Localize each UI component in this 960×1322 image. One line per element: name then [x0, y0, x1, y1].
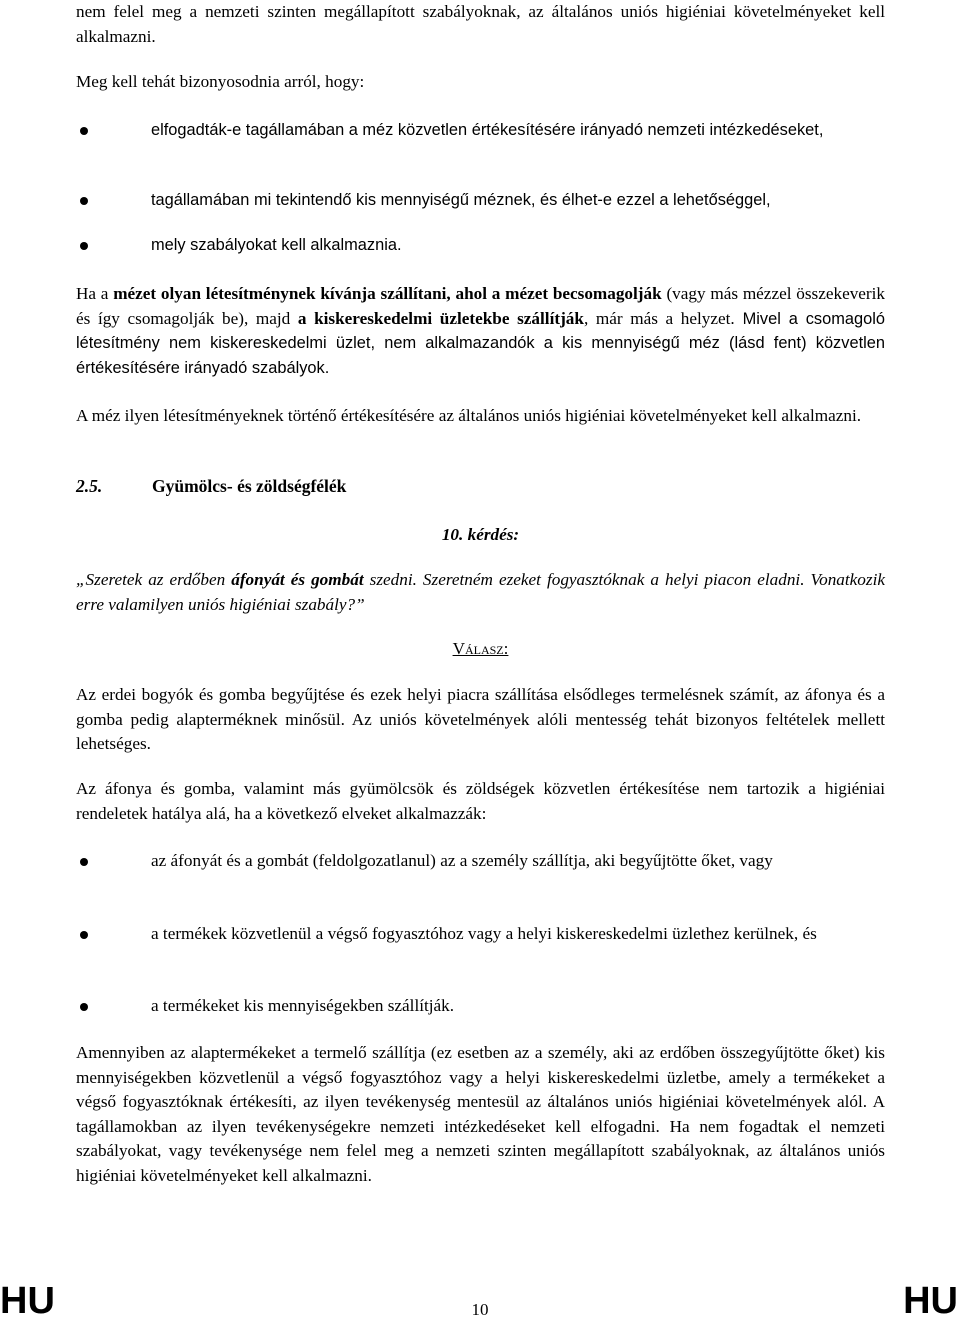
answer-label [76, 637, 885, 662]
footer-language-code-right: HU [903, 1280, 958, 1322]
list-item-text: a termékek közvetlenül a végső fogyasztóhoz vagy a helyi kiskereskedelmi üzlethez kerülnek, és [151, 924, 817, 943]
text-run: (vagy más mézzel összekeverik és így csomagolják be), majd [76, 284, 886, 328]
paragraph-establishments: A méz ilyen létesítményeknek történő értékesítésére az általános uniós higiéniai követelményeket kell alkalmazni. [76, 406, 862, 425]
emphasis-text: a kiskereskedelmi üzletekbe szállítják [297, 308, 584, 328]
page-number: 10 [471, 1300, 489, 1319]
paragraph-answer-1: Az erdei bogyók és gomba begyűjtése és ezek helyi piacra szállítása elsődleges termelésnek számít, az áfonya és a gomba pedig alapterméknek minősül. Az uniós követelmények alóli mentesség tehát bizonyos feltételek mellett lehetséges. [76, 685, 885, 753]
list-item-text: az áfonyát és a gombát (feldolgozatlanul) az a személy szállítja, aki begyűjtötte őket, vagy [151, 851, 773, 870]
list-item-text: a termékeket kis mennyiségekben szállítják. [151, 996, 455, 1015]
answer-label-text: Válasz: [452, 639, 509, 658]
text-run: Ha a [76, 284, 114, 303]
text-run: szedni. Szeretném ezeket fogyasztóknak a helyi piacon eladni. Vonatkozik erre valamilyen uniós higiéniai szabály?” [76, 570, 885, 614]
question-title: 10. kérdés: [441, 525, 520, 544]
bullet-icon [80, 858, 88, 866]
list-item [76, 922, 885, 947]
text-run: Mivel a csomagoló létesítmény nem kiskereskedelmi üzlet, nem alkalmazandók a kis mennyiségű méz (lásd fent) közvetlen értékesítésére irányadó szabályok. [76, 309, 885, 377]
paragraph-answer-2: Az áfonya és gomba, valamint más gyümölcsök és zöldségek közvetlen értékesítése nem tartozik a higiéniai rendeletek hatálya alá, ha a következő elveket alkalmazzák: [76, 779, 885, 823]
bullet-icon [80, 1003, 88, 1011]
list-item [76, 118, 885, 143]
paragraph-continuation: nem felel meg a nemzeti szinten megállapított szabályoknak, az általános uniós higiéniai követelményeket kell alkalmazni. [76, 2, 885, 46]
paragraph-intro: Meg kell tehát bizonyosodnia arról, hogy: [76, 72, 365, 91]
section-title: Gyümölcs- és zöldségfélék [152, 476, 347, 496]
paragraph-packaging [76, 282, 885, 380]
list-item [76, 233, 885, 258]
question-quote [76, 568, 885, 617]
list-item [76, 994, 885, 1019]
footer-language-code-left: HU [0, 1280, 55, 1322]
bullet-icon [80, 197, 88, 205]
section-heading [76, 474, 347, 499]
emphasis-text: áfonyát és gombát [231, 570, 364, 589]
bullet-icon [80, 242, 88, 250]
list-item-text: mely szabályokat kell alkalmaznia. [151, 236, 402, 254]
bullet-icon [80, 127, 88, 135]
text-run: , már más a helyzet. [583, 308, 735, 328]
text-run: „Szeretek az erdőben [76, 570, 232, 589]
emphasis-text: mézet olyan létesítménynek kívánja szállítani, ahol a mézet becsomagolják [113, 284, 662, 303]
list-item-text: elfogadták-e tagállamában a méz közvetlen értékesítésére irányadó nemzeti intézkedéseket, [151, 121, 824, 139]
bullet-icon [80, 931, 88, 939]
section-number: 2.5. [76, 476, 103, 496]
list-item-text: tagállamában mi tekintendő kis mennyiségű méznek, és élhet-e ezzel a lehetőséggel, [151, 191, 771, 209]
list-item [76, 849, 885, 874]
paragraph-answer-3: Amennyiben az alaptermékeket a termelő szállítja (ez esetben az a személy, aki az erdőben összegyűjtötte őket) kis mennyiségekben közvetlenül a végső fogyasztóhoz vagy a helyi kiskereskedelmi üzletbe, amely a termékeket a végső fogyasztóknak értékesíti, az ilyen tevékenység mentesül az általános uniós higiéniai követelmények alól. A tagállamokban az ilyen tevékenységekre nemzeti intézkedéseket kell elfogadni. Ha nem fogadtak el nemzeti szabályokat, vagy tevékenysége nem felel meg a nemzeti szinten megállapított szabályoknak, az általános uniós higiéniai követelményeket kell alkalmazni. [76, 1043, 885, 1185]
list-item [76, 188, 885, 213]
